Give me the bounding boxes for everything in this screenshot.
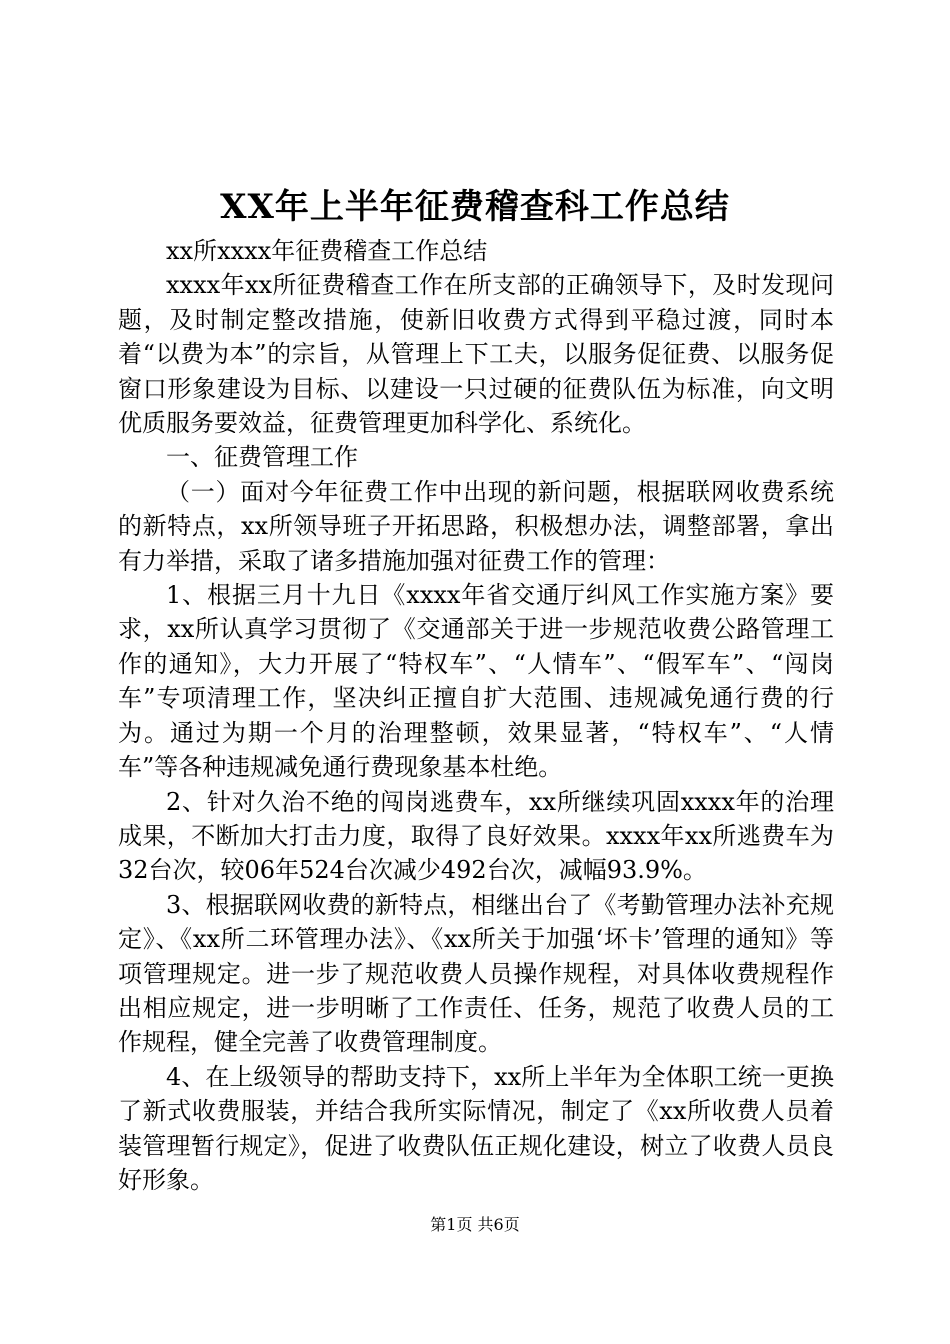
item-paragraph-1: 1、根据三月十九日《xxxx年省交通厅纠风工作实施方案》要求，xx所认真学习贯彻了《交通部关于进一步规范收费公路管理工作的通知》，大力开展了“特权车”、“人情车”、“假军车”、“闯岗车”专项清理工作，坚决纠正擅自扩大范围、违规减免通行费的行为。通过为期一个月的治理整顿，效果显著，“特权车”、“人情车”等各种违规减免通行费现象基本杜绝。 [118,581,834,782]
subsection-paragraph: （一）面对今年征费工作中出现的新问题，根据联网收费系统的新特点，xx所领导班子开拓思路，积极想办法，调整部署，拿出有力举措，采取了诸多措施加强对征费工作的管理： [118,477,834,575]
document-subtitle: xx所xxxx年征费稽查工作总结 [166,237,488,265]
section-heading: 一、征费管理工作 [166,443,358,472]
intro-paragraph: xxxx年xx所征费稽查工作在所支部的正确领导下，及时发现问题，及时制定整改措施，使新旧收费方式得到平稳过渡，同时本着“以费为本”的宗旨，从管理上下工夫，以服务促征费、以服务促窗口形象建设为目标、以建设一只过硬的征费队伍为标准，向文明优质服务要效益，征费管理更加科学化、系统化。 [118,271,834,438]
page-footer: 第1页 共6页 [430,1215,520,1234]
item-paragraph-3: 3、根据联网收费的新特点，相继出台了《考勤管理办法补充规定》、《xx所二环管理办法》、《xx所关于加强‘坏卡’管理的通知》等项管理规定。进一步了规范收费人员操作规程，对具体收费规程作出相应规定，进一步明晰了工作责任、任务，规范了收费人员的工作规程，健全完善了收费管理制度。 [118,890,834,1057]
document-title: XX年上半年征费稽查科工作总结 [220,187,730,227]
document-body [118,234,834,1197]
item-paragraph-2: 2、针对久治不绝的闯岗逃费车，xx所继续巩固xxxx年的治理成果，不断加大打击力度，取得了良好效果。xxxx年xx所逃费车为32台次，较06年524台次减少492台次，减幅93.9%。 [118,787,834,885]
item-paragraph-4: 4、在上级领导的帮助支持下，xx所上半年为全体职工统一更换了新式收费服装，并结合我所实际情况，制定了《xx所收费人员着装管理暂行规定》，促进了收费队伍正规化建设，树立了收费人员良好形象。 [118,1062,834,1194]
